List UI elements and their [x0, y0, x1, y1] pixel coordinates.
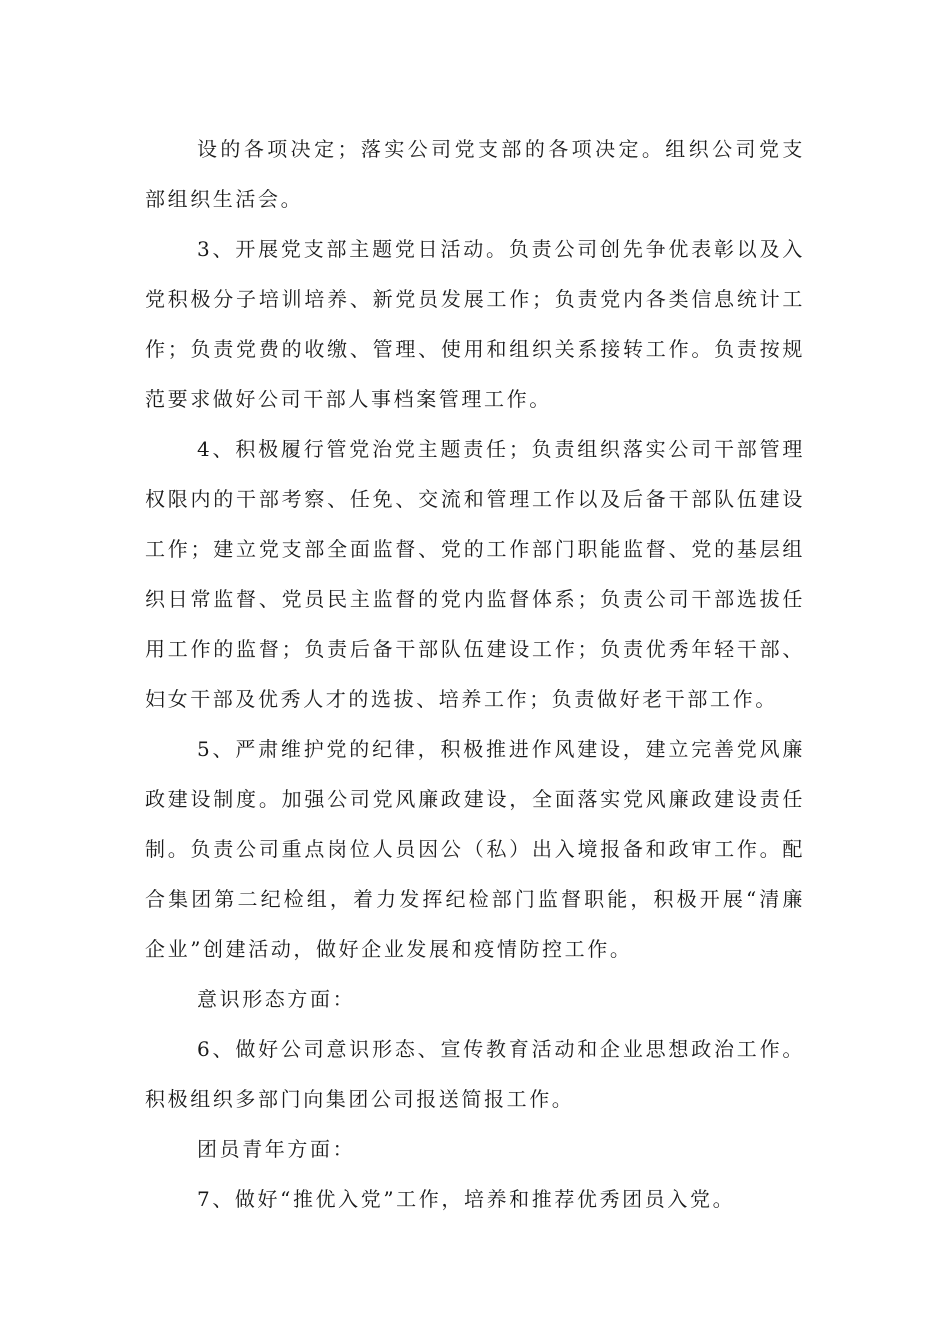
paragraph-item-6: 6、做好公司意识形态、宣传教育活动和企业思想政治工作。积极组织多部门向集团公司报送简报工作。: [145, 1037, 805, 1111]
paragraph-item-5: 5、严肃维护党的纪律，积极推进作风建设，建立完善党风廉政建设制度。加强公司党风廉政建设，全面落实党风廉政建设责任制。负责公司重点岗位人员因公（私）出入境报备和政审工作。配合集团第二纪检组，着力发挥纪检部门监督职能，积极开展“清廉企业”创建活动，做好企业发展和疫情防控工作。: [145, 737, 805, 961]
document-page: [145, 124, 805, 1224]
paragraph-item-7: 7、做好“推优入党”工作，培养和推荐优秀团员入党。: [197, 1187, 736, 1211]
paragraph-decisions: 设的各项决定；落实公司党支部的各项决定。组织公司党支部组织生活会。: [145, 137, 805, 211]
paragraph-item-3: 3、开展党支部主题党日活动。负责公司创先争优表彰以及入党积极分子培训培养、新党员发展工作；负责党内各类信息统计工作；负责党费的收缴、管理、使用和组织关系接转工作。负责按规范要求做好公司干部人事档案管理工作。: [145, 237, 805, 411]
section-heading-ideology: 意识形态方面：: [197, 987, 356, 1011]
section-heading-youth: 团员青年方面：: [197, 1137, 356, 1161]
paragraph-item-4: 4、积极履行管党治党主题责任；负责组织落实公司干部管理权限内的干部考察、任免、交流和管理工作以及后备干部队伍建设工作；建立党支部全面监督、党的工作部门职能监督、党的基层组织日常监督、党员民主监督的党内监督体系；负责公司干部选拔任用工作的监督；负责后备干部队伍建设工作；负责优秀年轻干部、妇女干部及优秀人才的选拔、培养工作；负责做好老干部工作。: [145, 437, 805, 711]
